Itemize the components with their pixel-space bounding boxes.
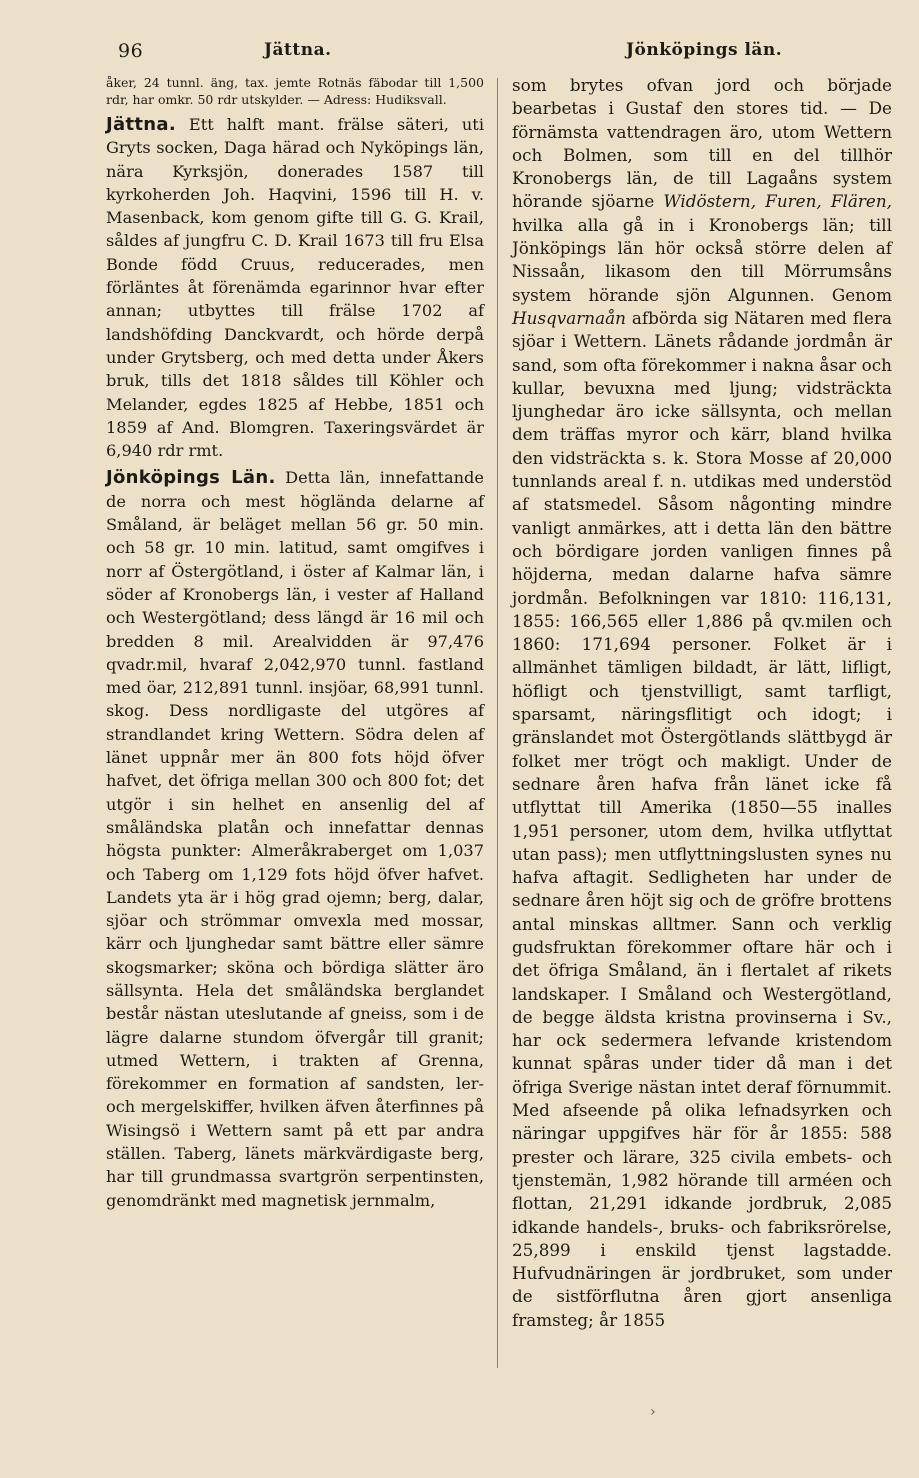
italic-lake-names: Widöstern, Furen, Flären, (663, 191, 892, 212)
text-segment: hvilka alla gå in i Kronobergs län; till Jönköpings län hör också större delen af Nissaån, likasom den till Mörrumsåns system hörande sjön Algunnen. Genom (512, 214, 892, 305)
entry-text-jonkopings-lan: Detta län, innefattande de norra och mest höglända delarne af Småland, är beläget mellan 56 gr. 50 min. och 58 gr. 10 min. latitud, samt omgifves i norr af Östergötland, i öster af Kalmar län, i söder af Kronobergs län, i vester af Halland och Westergötland; dess längd är 16 mil och bredden 8 mil. Arealvidden är 97,476 qvadr.mil, hvaraf 2,042,970 tunnl. fastland med öar, 212,891 tunnl. insjöar, 68,991 tunnl. skog. Dess nordligaste del utgöres af strandlandet kring Wettern. Södra delen af länet uppnår mer än 800 fots höjd öfver hafvet, det öfriga mellan 300 och 800 fot; det utgör i sin helhet en ansenlig del af småländska platån och innefattar dennas högsta punkter: Almeråkraberget om 1,037 och Taberg om 1,129 fots höjd öfver hafvet. Landets yta är i hög grad ojemn; berg, dalar, sjöar och strömmar omvexla med mossar, kärr och ljunghedar samt bättre eller sämre skogsmarker; sköna och bördiga slätter äro sällsynta. Hela det småländska berglandet består nästan uteslutande af gneiss, som i de lägre dalarne stundom öfvergår till granit; utmed Wettern, i trakten af Grenna, förekommer en formation af sandsten, ler- och mergelskiffer, hvilken äfven återfinnes på Wisingsö i Wettern samt på ett par andra ställen. Taberg, länets märkvärdigaste berg, har till grundmassa svartgrön serpentinsten, genomdränkt med magnetisk jernmalm, (106, 468, 484, 1210)
footer-mark: › (650, 1404, 656, 1420)
text-segment: afbörda sig Nätaren med flera sjöar i Wettern. Länets rådande jordmån är sand, som ofta förekommer i nakna åsar och kullar, bevuxna med ljung; vidsträckta ljunghedar äro icke sällsynta, och mellan dem träffas myror och kärr, bland hvilka den vidsträckta s. k. Stora Mosse af 20,000 tunnlands areal f. n. utdikas med understöd af statsmedel. Såsom någonting mindre vanligt anmärkes, att i detta län den bättre och bördigare jorden vanligen finnes på höjderna, medan dalarne hafva sämre jordmån. Befolkningen var 1810: 116,131, 1855: 166,565 eller 1,886 på qv.milen och 1860: 171,694 personer. Folket är i allmänhet tämligen bildadt, är lätt, lifligt, höfligt och tjenstvilligt, samt tarfligt, sparsamt, näringsflitigt och idogt; i gränslandet mot Östergötlands slättbygd är folket mer trögt och makligt. Under de sednare åren hafva från länet icke få utflyttat till Amerika (1850—55 inalles 1,951 personer, utom dem, hvilka utflyttat utan pass); men utflyttningslusten synes nu hafva aftagit. Sedligheten har under de sednare åren höjt sig och de gröfre brottens antal minskas alltmer. Sann och verklig gudsfruktan förekommer oftare här och i det öfriga Småland, än i flertalet af rikets landskaper. I Småland och Westergötland, de begge äldsta kristna provinserna i Sv., har ock sedermera lefvande kristendom kunnat spåras under tider då man i det öfriga Sverige nästan intet deraf förnummit. Med afseende på olika lefnadsyrken och näringar uppgifves här för år 1855: 588 prester och lärare, 325 civila embets- och tjenstemän, 1,982 hörande till arméen och flottan, 21,291 idkande jordbruk, 2,085 idkande handels-, bruks- och fabriksrörelse, 25,899 i enskild tjenst lagstadde. Hufvudnäringen är jordbruket, som under de sistförflutna åren gjort ansenliga framsteg; år 1855 (512, 307, 892, 1330)
entry-jonkopings-lan (106, 466, 484, 1212)
running-head-right: Jönköpings län. (626, 40, 783, 60)
entry-heading-jattna: Jättna. (106, 114, 176, 135)
right-column (512, 74, 892, 1332)
continuation-paragraph: åker, 24 tunnl. äng, tax. jemte Rotnäs fäbodar till 1,500 rdr, har omkr. 50 rdr utskylder. — Adress: Hudiksvall. (106, 75, 484, 107)
continued-paragraph (512, 74, 892, 1332)
left-column (106, 74, 484, 1212)
column-divider (497, 78, 498, 1368)
page-number: 96 (118, 40, 144, 62)
entry-heading-jonkopings-lan: Jönköpings Län. (106, 467, 276, 489)
entry-jattna (106, 113, 484, 462)
running-head-left: Jättna. (264, 40, 332, 60)
italic-river-name: Husqvarnaån (512, 307, 626, 328)
text-segment: som brytes ofvan jord och började bearbetas i Gustaf den stores tid. — De förnämsta vattendragen äro, utom Wettern och Bolmen, som till en del tillhör Kronobergs län, de till Lagaåns system hörande sjöarne (512, 75, 892, 212)
entry-text-jattna: Ett halft mant. frälse säteri, uti Gryts socken, Daga härad och Nyköpings län, nära Kyrksjön, donerades 1587 till kyrkoherden Joh. Haqvini, 1596 till H. v. Masenback, kom genom gifte till G. G. Krail, såldes af jungfru C. D. Krail 1673 till fru Elsa Bonde född Cruus, reducerades, men förläntes åt förenämda egarinnor hvar efter annan; utbyttes till frälse 1702 af landshöfding Danckvardt, och hörde derpå under Grytsberg, och med detta under Åkers bruk, tills det 1818 såldes till Köhler och Melander, egdes 1825 af Hebbe, 1851 och 1859 af And. Blomgren. Taxeringsvärdet är 6,940 rdr rmt. (106, 115, 484, 461)
